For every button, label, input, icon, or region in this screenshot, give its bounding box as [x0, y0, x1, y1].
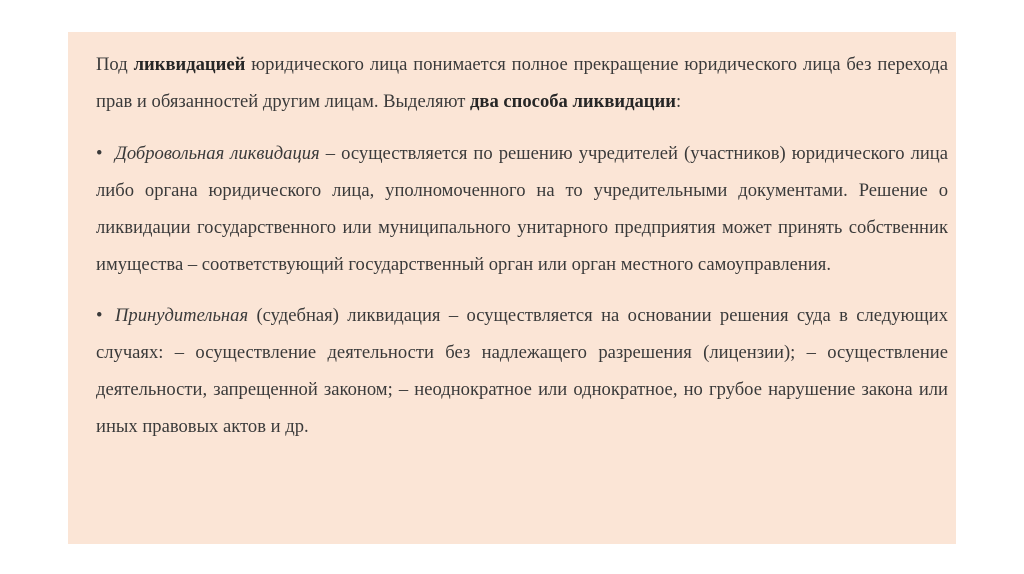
voluntary-text: – осуществляется по решению учредителей (участников) юридического лица либо органа юридического лица, уполномоченного на то учредительными документами. Решение о ликвидации государственного или муниципального унитарного предприятия может принять собственник имущества – соответствующий государственный орган или орган местного самоуправления. — [96, 143, 949, 275]
intro-text-1: Под — [96, 54, 134, 75]
intro-bold-methods: два способа ликвидации — [470, 91, 676, 112]
intro-bold-term: ликвидацией — [133, 54, 246, 75]
intro-text-3: : — [675, 91, 682, 112]
bullet-icon: • — [96, 305, 103, 326]
intro-text-2: юридического лица понимается полное прекращение юридического лица без перехода прав и обязанностей другим лицам. Выделяют — [96, 54, 948, 112]
intro-paragraph — [96, 46, 948, 120]
compulsory-text: (судебная) ликвидация – осуществляется на основании решения суда в следующих случаях: – осуществление деятельности без надлежащего разрешения (лицензии); – осуществление деятельности, запрещенной законом; – неоднократное или однократное, но грубое нарушение закона или иных правовых актов и др. — [96, 305, 948, 437]
compulsory-term: Принудительная — [115, 305, 249, 326]
voluntary-term: Добровольная ликвидация — [115, 143, 320, 164]
slide-content-box — [68, 32, 956, 544]
compulsory-paragraph — [96, 297, 948, 445]
voluntary-paragraph — [96, 135, 948, 283]
bullet-icon: • — [96, 143, 103, 164]
slide-text — [96, 46, 948, 460]
